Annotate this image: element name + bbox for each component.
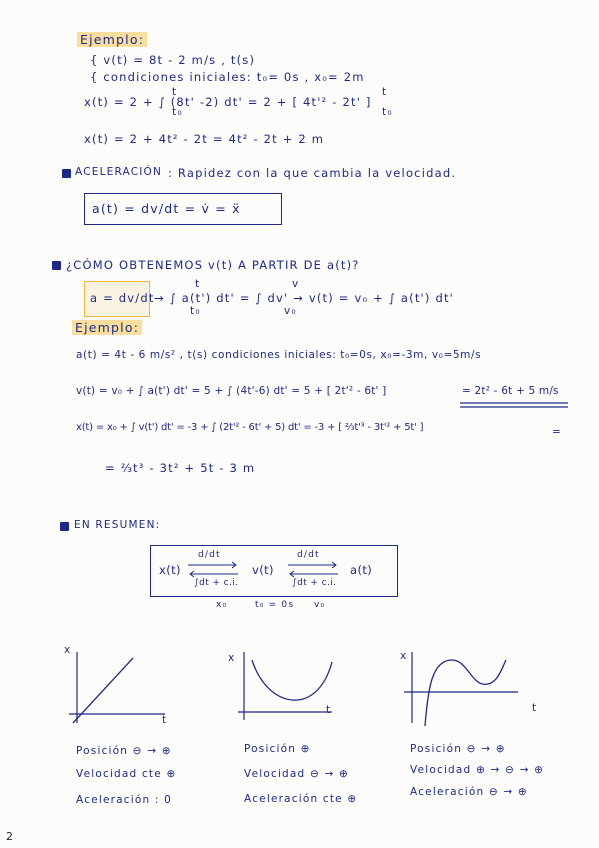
example2-line2-result: = 2t² - 6t + 5 m/s [462,385,559,397]
summary-int-1: ∫dt + c.i. [194,578,239,588]
page-number: 2 [6,830,13,843]
graph-3-acceleration: Aceleración ⊖ → ⊕ [410,786,528,798]
graph-2-acceleration: Aceleración cte ⊕ [244,793,358,805]
graph-1-acceleration: Aceleración : 0 [76,794,173,806]
graph-1-velocity: Velocidad cte ⊕ [76,768,177,780]
graph-2 [232,648,342,733]
summary-ddt-1: d/dt [198,550,221,560]
summary-v0: v₀ [314,600,326,610]
graph-2-velocity: Velocidad ⊖ → ⊕ [244,768,350,780]
example1-line3-upper2: t [382,86,388,98]
graph-3-position: Posición ⊖ → ⊕ [410,743,506,755]
summary-bullet-icon [60,522,69,531]
graph-3 [400,648,530,733]
example1-line3-lower2: t₀ [382,106,393,118]
graph-3-velocity: Velocidad ⊕ → ⊖ → ⊕ [410,764,545,776]
summary-x0: x₀ [216,600,228,610]
summary-int-2: ∫dt + c.i. [292,578,337,588]
graph-3-ylabel: x [400,650,408,662]
obtain-limit-v0: v₀ [284,305,297,317]
example2-line4: = ⅔t³ - 3t² + 5t - 3 m [105,461,256,475]
example1-label: Ejemplo: [77,32,147,47]
example2-line3: x(t) = x₀ + ∫ v(t') dt' = -3 + ∫ (2t'² - 6t' + 5) dt' = -3 + [ ⅔t'³ - 3t'² + 5t' ] [76,422,424,433]
graph-1-ylabel: x [64,644,72,656]
accel-formula: a(t) = dv/dt = v̇ = ẍ [92,201,241,216]
obtain-limit-t: t [195,278,201,290]
example2-label: Ejemplo: [72,320,142,335]
summary-t0: t₀ = 0s [255,600,295,610]
summary-title: EN RESUMEN: [74,519,161,531]
example1-line3: x(t) = 2 + ∫ (8t' -2) dt' = 2 + [ 4t'² - 2t' ] [84,95,372,109]
obtain-formula-box-text: a = dv/dt [90,291,155,305]
graph-2-xlabel: t [326,704,332,716]
obtain-formula-rest: → ∫ a(t') dt' = ∫ dv' → v(t) = v₀ + ∫ a(t') dt' [154,291,455,305]
graph-3-xlabel: t [532,702,538,714]
accel-bullet-icon [62,169,71,178]
summary-v: v(t) [252,563,274,577]
graph-2-position: Posición ⊕ [244,743,311,755]
summary-a: a(t) [350,563,373,577]
graph-2-ylabel: x [228,652,236,664]
obtain-limit-t0: t₀ [190,305,201,317]
graph-1-position: Posición ⊖ → ⊕ [76,745,172,757]
example1-line4: x(t) = 2 + 4t² - 2t = 4t² - 2t + 2 m [84,132,325,146]
obtain-title: ¿CÓMO OBTENEMOS v(t) A PARTIR DE a(t)? [66,258,360,272]
example2-underline [460,401,570,409]
example2-line1: a(t) = 4t - 6 m/s² , t(s) condiciones iniciales: t₀=0s, x₀=-3m, v₀=5m/s [76,349,482,361]
accel-title: ACELERACIÓN [75,166,163,178]
obtain-bullet-icon [52,261,61,270]
example1-line1: { v(t) = 8t - 2 m/s , t(s) [90,53,256,67]
example2-line3-end: = [552,426,562,438]
summary-x: x(t) [159,563,181,577]
obtain-limit-v: v [292,278,300,290]
example1-line3-lower: t₀ [172,106,183,118]
example2-line2: v(t) = v₀ + ∫ a(t') dt' = 5 + ∫ (4t'-6) dt' = 5 + [ 2t'² - 6t' ] [76,385,387,397]
graph-1-xlabel: t [162,714,168,726]
example1-line3-upper: t [172,86,178,98]
summary-ddt-2: d/dt [297,550,320,560]
example1-line2: { condiciones iniciales: t₀= 0s , x₀= 2m [90,70,365,84]
graph-1 [65,648,175,733]
accel-description: : Rapidez con la que cambia la velocidad. [168,166,457,180]
